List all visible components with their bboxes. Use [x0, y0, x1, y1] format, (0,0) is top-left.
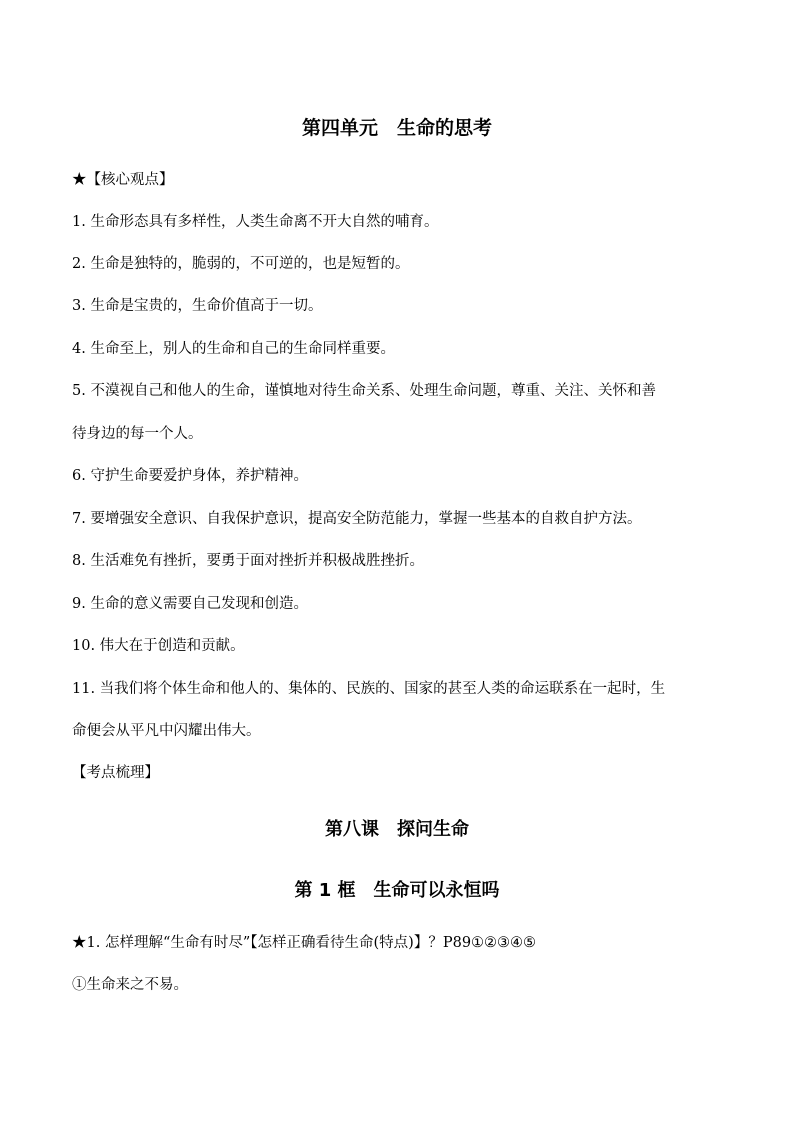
core-point-5: 5. 不漠视自己和他人的生命，谨慎地对待生命关系、处理生命问题，尊重、关注、关怀和善 [72, 383, 656, 399]
question-1: ★1. 怎样理解“生命有时尽”【怎样正确看待生命(特点)】？P89①②③④⑤ [72, 935, 537, 951]
core-point-8: 8. 生活难免有挫折，要勇于面对挫折并积极战胜挫折。 [72, 553, 424, 569]
core-point-1: 1. 生命形态具有多样性，人类生命离不开大自然的哺育。 [72, 214, 439, 230]
answer-1: ①生命来之不易。 [72, 977, 188, 993]
core-point-9: 9. 生命的意义需要自己发现和创造。 [72, 596, 308, 612]
review-heading: 【考点梳理】 [72, 765, 159, 781]
core-point-6: 6. 守护生命要爱护身体，养护精神。 [72, 468, 308, 484]
core-point-10: 10. 伟大在于创造和贡献。 [72, 638, 245, 654]
core-points-heading: ★【核心观点】 [72, 172, 174, 188]
core-point-2: 2. 生命是独特的，脆弱的，不可逆的，也是短暂的。 [72, 256, 410, 272]
lesson-title: 第八课 探问生命 [325, 819, 469, 840]
section-title: 第 1 框 生命可以永恒吗 [294, 880, 500, 901]
unit-title: 第四单元 生命的思考 [301, 117, 492, 139]
core-point-11-continued: 命便会从平凡中闪耀出伟大。 [72, 723, 261, 739]
core-point-3: 3. 生命是宝贵的，生命价值高于一切。 [72, 298, 323, 314]
core-point-11: 11. 当我们将个体生命和他人的、集体的、民族的、国家的甚至人类的命运联系在一起时，生 [72, 681, 666, 697]
core-point-7: 7. 要增强安全意识、自我保护意识，提高安全防范能力，掌握一些基本的自救自护方法。 [72, 511, 642, 527]
core-point-4: 4. 生命至上，别人的生命和自己的生命同样重要。 [72, 341, 395, 357]
core-point-5-continued: 待身边的每一个人。 [72, 426, 203, 442]
